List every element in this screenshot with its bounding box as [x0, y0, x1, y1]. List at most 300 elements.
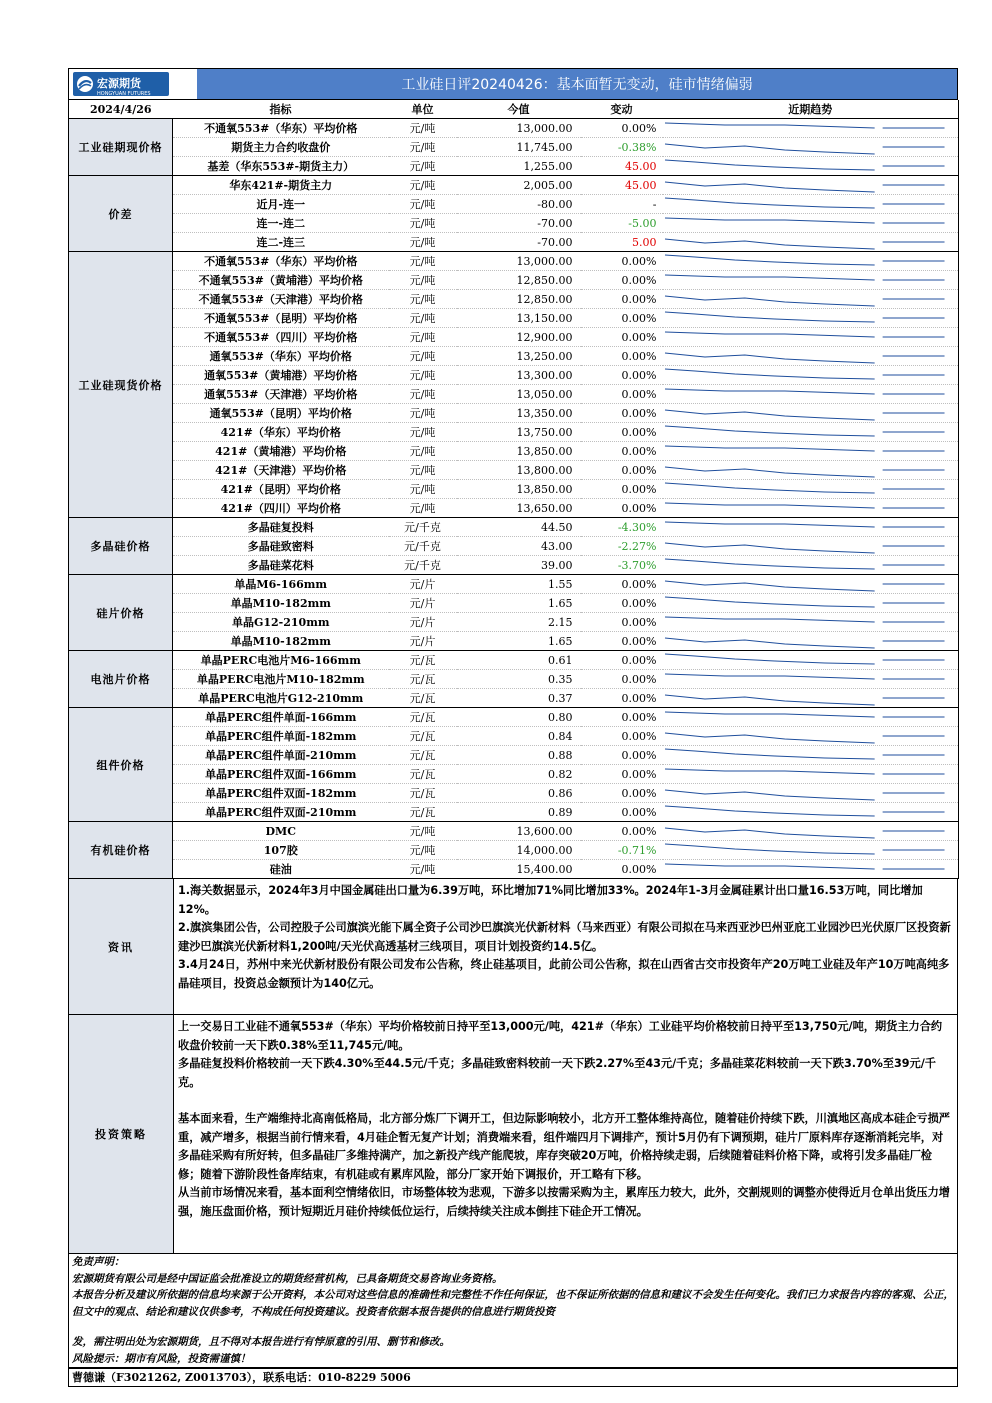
value-cell: 1.55	[457, 575, 581, 594]
category-label: 价差	[69, 176, 173, 252]
indicator-name: 单晶M10-182mm	[173, 594, 389, 613]
indicator-name: 单晶PERC组件单面-210mm	[173, 746, 389, 765]
table-row	[69, 442, 959, 461]
trend-sparkline	[663, 157, 959, 176]
unit-cell: 元/瓦	[389, 727, 457, 746]
indicator-name: 通氧553#（昆明）平均价格	[173, 404, 389, 423]
indicator-name: 硅油	[173, 860, 389, 879]
trend-sparkline	[663, 556, 959, 575]
table-row	[69, 271, 959, 290]
sparkline-path	[664, 483, 874, 493]
trend-sparkline	[663, 613, 959, 632]
indicator-name: 通氧553#（黄埔港）平均价格	[173, 366, 389, 385]
sparkline-path	[664, 239, 874, 249]
change-cell: 0.00%	[581, 860, 663, 879]
table-row	[69, 214, 959, 233]
table-row	[69, 461, 959, 480]
trend-sparkline	[663, 366, 959, 385]
table-row	[69, 841, 959, 860]
strategy-section	[68, 1015, 958, 1254]
change-cell: 0.00%	[581, 784, 663, 803]
indicator-name: 421#（华东）平均价格	[173, 423, 389, 442]
disclaimer-line: 宏源期货有限公司是经中国证监会批准设立的期货经营机构，已具备期货交易咨询业务资格。	[72, 1272, 503, 1285]
change-cell: 0.00%	[581, 594, 663, 613]
unit-cell: 元/吨	[389, 347, 457, 366]
indicator-name: 多晶硅菜花料	[173, 556, 389, 575]
table-row	[69, 822, 959, 841]
column-header-row	[69, 100, 959, 119]
change-cell: 0.00%	[581, 803, 663, 822]
unit-cell: 元/吨	[389, 841, 457, 860]
sparkline-path	[664, 749, 874, 759]
value-cell: 1.65	[457, 632, 581, 651]
table-row	[69, 480, 959, 499]
trend-sparkline	[663, 708, 959, 727]
table-row	[69, 290, 959, 309]
change-cell: -0.71%	[581, 841, 663, 860]
change-cell: 0.00%	[581, 670, 663, 689]
value-cell: 39.00	[457, 556, 581, 575]
unit-cell: 元/片	[389, 594, 457, 613]
trend-sparkline	[663, 214, 959, 233]
indicator-name: 通氧553#（天津港）平均价格	[173, 385, 389, 404]
trend-sparkline	[663, 803, 959, 822]
value-cell: 11,745.00	[457, 138, 581, 157]
table-row	[69, 575, 959, 594]
unit-cell: 元/吨	[389, 442, 457, 461]
unit-cell: 元/吨	[389, 366, 457, 385]
unit-cell: 元/片	[389, 575, 457, 594]
trend-sparkline	[663, 461, 959, 480]
unit-cell: 元/瓦	[389, 708, 457, 727]
analyst-contact: 曹德谦（F3021262, Z0013703），联系电话：010-8229 5006	[68, 1368, 958, 1387]
unit-cell: 元/吨	[389, 499, 457, 518]
unit-cell: 元/瓦	[389, 803, 457, 822]
sparkline-path	[664, 559, 874, 569]
value-cell: 13,850.00	[457, 480, 581, 499]
indicator-name: 单晶PERC电池片G12-210mm	[173, 689, 389, 708]
indicator-name: 单晶PERC电池片M10-182mm	[173, 670, 389, 689]
indicator-name: 多晶硅致密料	[173, 537, 389, 556]
unit-cell: 元/吨	[389, 157, 457, 176]
table-row	[69, 613, 959, 632]
indicator-name: 不通氧553#（华东）平均价格	[173, 119, 389, 138]
table-row	[69, 423, 959, 442]
table-row	[69, 518, 959, 537]
value-cell: 0.86	[457, 784, 581, 803]
category-label: 有机硅价格	[69, 822, 173, 879]
value-cell: 13,800.00	[457, 461, 581, 480]
sparkline-path	[664, 296, 874, 306]
trend-sparkline	[663, 822, 959, 841]
trend-sparkline	[663, 271, 959, 290]
sparkline-path	[664, 144, 874, 154]
indicator-name: 连一-连二	[173, 214, 389, 233]
change-cell: 0.00%	[581, 328, 663, 347]
change-cell: 0.00%	[581, 423, 663, 442]
indicator-name: 421#（天津港）平均价格	[173, 461, 389, 480]
report-date: 2024/4/26	[69, 100, 173, 119]
change-cell: 0.00%	[581, 822, 663, 841]
indicator-name: 单晶G12-210mm	[173, 613, 389, 632]
unit-cell: 元/吨	[389, 252, 457, 271]
indicator-name: 不通氧553#（四川）平均价格	[173, 328, 389, 347]
table-row	[69, 499, 959, 518]
change-cell: 0.00%	[581, 499, 663, 518]
sparkline-path	[664, 312, 874, 322]
logo-name: 宏源期货	[97, 76, 141, 90]
value-cell: 2.15	[457, 613, 581, 632]
trend-sparkline	[663, 480, 959, 499]
indicator-name: 107胶	[173, 841, 389, 860]
unit-cell: 元/吨	[389, 480, 457, 499]
indicator-name: 连二-连三	[173, 233, 389, 252]
category-label: 电池片价格	[69, 651, 173, 708]
value-cell: 13,750.00	[457, 423, 581, 442]
company-logo	[69, 69, 197, 99]
trend-sparkline	[663, 290, 959, 309]
trend-sparkline	[663, 309, 959, 328]
table-row	[69, 784, 959, 803]
daily-report-sheet	[68, 68, 958, 1387]
indicator-name: 421#（昆明）平均价格	[173, 480, 389, 499]
sparkline-path	[664, 844, 874, 854]
disclaimer-line: 本报告分析及建议所依据的信息均来源于公开资料，本公司对这些信息的准确性和完整性不作任何保证，也不保证所依据的信息和建议不会发生任何变化。我们已力求报告内容的客观、公正，但文中的观点、结论和建议仅供参考，不构成任何投资建议。投资者依据本报告提供的信息进行期货投资	[72, 1289, 954, 1318]
col-change: 变动	[581, 100, 663, 119]
col-unit: 单位	[389, 100, 457, 119]
strategy-paragraph: 多晶硅复投料价格较前一天下跌4.30%至44.5元/千克；多晶硅致密料较前一天下跌2.27%至43元/千克；多晶硅菜花料较前一天下跌3.70%至39元/千克。	[178, 1057, 936, 1089]
indicator-name: 421#（黄埔港）平均价格	[173, 442, 389, 461]
value-cell: 12,900.00	[457, 328, 581, 347]
table-row	[69, 157, 959, 176]
indicator-name: 不通氧553#（昆明）平均价格	[173, 309, 389, 328]
change-cell: -0.38%	[581, 138, 663, 157]
unit-cell: 元/吨	[389, 195, 457, 214]
strategy-paragraph: 基本面来看，生产端维持北高南低格局，北方部分炼厂下调开工，但边际影响较小，北方开工整体维持高位，随着硅价持续下跌，川滇地区高成本硅企亏损严重，减产增多，根据当前行情来看，4月硅企暂无复产计划；消费端来看，组件端四月下调排产，预计5月仍有下调预期，硅片厂原料库存逐渐消耗完毕，对多晶硅采购有所好转，但多晶硅厂多维持满产，加之新投产线产能爬坡，库存突破20万吨，价格持续走弱，后续随着硅料价格下降，或将引发多晶硅厂检修；随着下游阶段性备库结束，有机硅或有累库风险，部分厂家开始下调报价，开工略有下移。	[178, 1112, 950, 1181]
table-row	[69, 366, 959, 385]
unit-cell: 元/吨	[389, 423, 457, 442]
disclaimer-line: 风险提示：期市有风险，投资需谨慎！	[72, 1352, 251, 1365]
category-label: 组件价格	[69, 708, 173, 822]
value-cell: 0.35	[457, 670, 581, 689]
sparkline-path	[664, 255, 874, 265]
trend-sparkline	[663, 841, 959, 860]
value-cell: 0.89	[457, 803, 581, 822]
change-cell: 0.00%	[581, 727, 663, 746]
indicator-name: 通氧553#（华东）平均价格	[173, 347, 389, 366]
table-row	[69, 233, 959, 252]
indicator-name: 不通氧553#（黄埔港）平均价格	[173, 271, 389, 290]
logo-subtitle: HONGYUAN FUTURES	[97, 90, 151, 97]
disclaimer-line: 发，需注明出处为宏源期货，且不得对本报告进行有悖原意的引用、删节和修改。	[72, 1336, 450, 1348]
value-cell: 13,350.00	[457, 404, 581, 423]
table-row	[69, 309, 959, 328]
indicator-name: 华东421#-期货主力	[173, 176, 389, 195]
col-trend: 近期趋势	[663, 100, 959, 119]
unit-cell: 元/千克	[389, 518, 457, 537]
unit-cell: 元/吨	[389, 119, 457, 138]
unit-cell: 元/片	[389, 632, 457, 651]
unit-cell: 元/吨	[389, 309, 457, 328]
unit-cell: 元/吨	[389, 138, 457, 157]
sparkline-path	[664, 617, 874, 622]
indicator-name: 期货主力合约收盘价	[173, 138, 389, 157]
change-cell: 0.00%	[581, 366, 663, 385]
sparkline-path	[664, 218, 874, 223]
indicator-name: 单晶PERC组件单面-166mm	[173, 708, 389, 727]
value-cell: 0.88	[457, 746, 581, 765]
unit-cell: 元/吨	[389, 328, 457, 347]
trend-sparkline	[663, 518, 959, 537]
sparkline-path	[664, 426, 874, 436]
sparkline-path	[664, 712, 874, 717]
value-cell: 12,850.00	[457, 290, 581, 309]
table-row	[69, 404, 959, 423]
trend-sparkline	[663, 594, 959, 613]
col-indicator: 指标	[173, 100, 389, 119]
trend-sparkline	[663, 632, 959, 651]
unit-cell: 元/吨	[389, 404, 457, 423]
table-row	[69, 119, 959, 138]
sparkline-path	[664, 503, 874, 508]
unit-cell: 元/瓦	[389, 670, 457, 689]
category-label: 硅片价格	[69, 575, 173, 651]
indicator-name: 不通氧553#（天津港）平均价格	[173, 290, 389, 309]
change-cell: 0.00%	[581, 708, 663, 727]
trend-sparkline	[663, 442, 959, 461]
trend-sparkline	[663, 233, 959, 252]
value-cell: 0.61	[457, 651, 581, 670]
table-row	[69, 556, 959, 575]
unit-cell: 元/吨	[389, 385, 457, 404]
trend-sparkline	[663, 670, 959, 689]
sparkline-path	[664, 522, 874, 527]
unit-cell: 元/吨	[389, 822, 457, 841]
trend-sparkline	[663, 784, 959, 803]
indicator-name: 不通氧553#（华东）平均价格	[173, 252, 389, 271]
value-cell: 0.82	[457, 765, 581, 784]
value-cell: 13,850.00	[457, 442, 581, 461]
change-cell: 45.00	[581, 176, 663, 195]
indicator-name: DMC	[173, 822, 389, 841]
unit-cell: 元/吨	[389, 461, 457, 480]
sparkline-path	[664, 864, 874, 869]
value-cell: 43.00	[457, 537, 581, 556]
table-row	[69, 328, 959, 347]
table-row	[69, 651, 959, 670]
trend-sparkline	[663, 195, 959, 214]
sparkline-path	[664, 369, 874, 379]
sparkline-path	[664, 198, 874, 208]
trend-sparkline	[663, 537, 959, 556]
value-cell: 13,000.00	[457, 119, 581, 138]
table-row	[69, 537, 959, 556]
table-row	[69, 803, 959, 822]
strategy-paragraph: 从当前市场情况来看，基本面利空情绪依旧，市场整体较为悲观，下游多以按需采购为主，累库压力较大，此外，交割规则的调整亦使得近月仓单出货压力增强，施压盘面价格，预计短期近月硅价持续低位运行，后续持续关注成本倒挂下硅企开工情况。	[178, 1186, 950, 1218]
table-row	[69, 632, 959, 651]
change-cell: 0.00%	[581, 461, 663, 480]
table-row	[69, 746, 959, 765]
unit-cell: 元/片	[389, 613, 457, 632]
disclaimer-title: 免责声明：	[72, 1256, 125, 1268]
value-cell: -70.00	[457, 214, 581, 233]
unit-cell: 元/吨	[389, 214, 457, 233]
sparkline-path	[664, 123, 874, 128]
sparkline-path	[664, 654, 874, 664]
value-cell: 15,400.00	[457, 860, 581, 879]
value-cell: 13,150.00	[457, 309, 581, 328]
value-cell: 13,250.00	[457, 347, 581, 366]
change-cell: 0.00%	[581, 480, 663, 499]
table-row	[69, 347, 959, 366]
sparkline-path	[664, 353, 874, 363]
change-cell: 0.00%	[581, 765, 663, 784]
table-row	[69, 176, 959, 195]
change-cell: 0.00%	[581, 347, 663, 366]
indicator-name: 单晶PERC组件双面-182mm	[173, 784, 389, 803]
trend-sparkline	[663, 347, 959, 366]
sparkline-path	[664, 467, 874, 477]
indicator-name: 基差（华东553#-期货主力）	[173, 157, 389, 176]
strategy-body	[174, 1015, 957, 1253]
report-header	[68, 68, 958, 100]
indicator-name: 单晶PERC组件双面-166mm	[173, 765, 389, 784]
sparkline-path	[664, 733, 874, 743]
change-cell: 0.00%	[581, 271, 663, 290]
unit-cell: 元/吨	[389, 176, 457, 195]
value-cell: -80.00	[457, 195, 581, 214]
sparkline-path	[664, 410, 874, 420]
unit-cell: 元/瓦	[389, 784, 457, 803]
sparkline-path	[664, 674, 874, 679]
category-label: 工业硅期现价格	[69, 119, 173, 176]
trend-sparkline	[663, 727, 959, 746]
category-label: 工业硅现货价格	[69, 252, 173, 518]
category-label: 多晶硅价格	[69, 518, 173, 575]
value-cell: 13,000.00	[457, 252, 581, 271]
unit-cell: 元/吨	[389, 860, 457, 879]
value-cell: 13,600.00	[457, 822, 581, 841]
sparkline-path	[664, 332, 874, 337]
change-cell: 45.00	[581, 157, 663, 176]
sparkline-path	[664, 275, 874, 280]
sparkline-path	[664, 543, 874, 553]
indicator-name: 单晶PERC组件双面-210mm	[173, 803, 389, 822]
disclaimer	[68, 1254, 958, 1368]
sparkline-path	[664, 389, 874, 394]
value-cell: 13,650.00	[457, 499, 581, 518]
change-cell: 0.00%	[581, 252, 663, 271]
indicator-name: 单晶PERC电池片M6-166mm	[173, 651, 389, 670]
sparkline-path	[664, 160, 874, 170]
table-row	[69, 727, 959, 746]
sparkline-path	[664, 638, 874, 648]
trend-sparkline	[663, 328, 959, 347]
trend-sparkline	[663, 138, 959, 157]
trend-sparkline	[663, 404, 959, 423]
news-section	[68, 879, 958, 1015]
trend-sparkline	[663, 746, 959, 765]
value-cell: 13,050.00	[457, 385, 581, 404]
change-cell: 0.00%	[581, 385, 663, 404]
trend-sparkline	[663, 689, 959, 708]
indicator-name: 多晶硅复投料	[173, 518, 389, 537]
change-cell: -	[581, 195, 663, 214]
unit-cell: 元/瓦	[389, 765, 457, 784]
table-row	[69, 689, 959, 708]
change-cell: 0.00%	[581, 119, 663, 138]
col-value: 今值	[457, 100, 581, 119]
indicator-name: 近月-连一	[173, 195, 389, 214]
sparkline-path	[664, 597, 874, 607]
news-body	[174, 879, 957, 1014]
trend-sparkline	[663, 651, 959, 670]
unit-cell: 元/吨	[389, 233, 457, 252]
value-cell: 14,000.00	[457, 841, 581, 860]
report-title: 工业硅日评20240426：基本面暂无变动，硅市情绪偏弱	[197, 69, 957, 99]
unit-cell: 元/吨	[389, 290, 457, 309]
table-row	[69, 252, 959, 271]
table-row	[69, 594, 959, 613]
indicator-name: 单晶M10-182mm	[173, 632, 389, 651]
sparkline-path	[664, 446, 874, 451]
change-cell: 0.00%	[581, 290, 663, 309]
sparkline-path	[664, 790, 874, 800]
change-cell: 5.00	[581, 233, 663, 252]
change-cell: 0.00%	[581, 404, 663, 423]
value-cell: 1,255.00	[457, 157, 581, 176]
strategy-label: 投资策略	[69, 1015, 174, 1253]
news-label: 资讯	[69, 879, 174, 1014]
value-cell: 0.37	[457, 689, 581, 708]
trend-sparkline	[663, 423, 959, 442]
unit-cell: 元/千克	[389, 537, 457, 556]
value-cell: 0.80	[457, 708, 581, 727]
indicator-name: 单晶M6-166mm	[173, 575, 389, 594]
trend-sparkline	[663, 119, 959, 138]
trend-sparkline	[663, 176, 959, 195]
news-item: 2.旗滨集团公告，公司控股子公司旗滨光能下属全资子公司沙巴旗滨光伏新材料（马来西亚）有限公司拟在马来西亚沙巴州亚庇工业园沙巴光伏原厂区投资新建沙巴旗滨光伏新材料1,200吨/天光伏高透基材三线项目，项目计划投资约14.5亿。	[178, 921, 951, 953]
sparkline-path	[664, 769, 874, 774]
trend-sparkline	[663, 575, 959, 594]
strategy-paragraph	[178, 1092, 953, 1110]
trend-sparkline	[663, 252, 959, 271]
change-cell: 0.00%	[581, 746, 663, 765]
unit-cell: 元/瓦	[389, 689, 457, 708]
change-cell: -2.27%	[581, 537, 663, 556]
sparkline-path	[664, 581, 874, 591]
table-row	[69, 138, 959, 157]
change-cell: 0.00%	[581, 651, 663, 670]
sparkline-path	[664, 182, 874, 192]
indicator-name: 单晶PERC组件单面-182mm	[173, 727, 389, 746]
table-row	[69, 708, 959, 727]
news-item: 3.4月24日，苏州中来光伏新材股份有限公司发布公告称，终止硅基项目，此前公司公告称，拟在山西省古交市投资年产20万吨工业硅及年产10万吨高纯多晶硅项目，投资总金额预计为140亿元。	[178, 958, 950, 990]
news-item: 1.海关数据显示，2024年3月中国金属硅出口量为6.39万吨，环比增加71%同比增加33%。2024年1-3月金属硅累计出口量16.53万吨，同比增加12%。	[178, 884, 923, 916]
table-row	[69, 860, 959, 879]
sparkline-path	[664, 806, 874, 816]
sparkline-path	[664, 828, 874, 838]
change-cell: 0.00%	[581, 309, 663, 328]
value-cell: 1.65	[457, 594, 581, 613]
trend-sparkline	[663, 860, 959, 879]
change-cell: -3.70%	[581, 556, 663, 575]
value-cell: 0.84	[457, 727, 581, 746]
change-cell: 0.00%	[581, 613, 663, 632]
table-row	[69, 385, 959, 404]
value-cell: 2,005.00	[457, 176, 581, 195]
change-cell: -4.30%	[581, 518, 663, 537]
